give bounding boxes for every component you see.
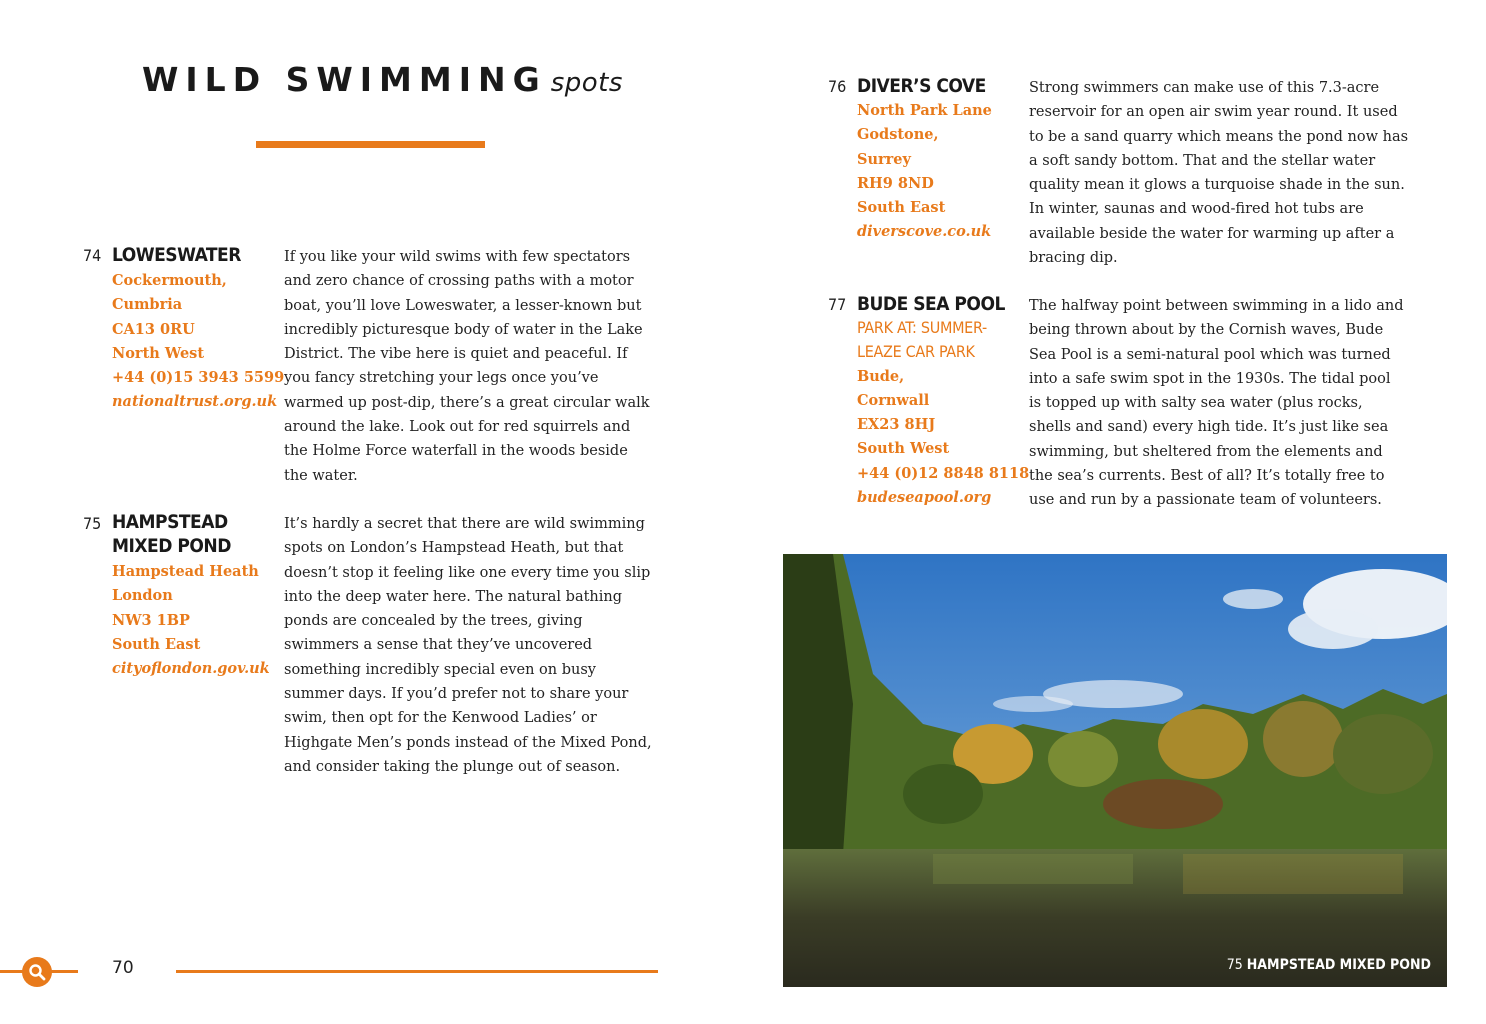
entry-name: BUDE SEA POOL: [857, 293, 1005, 315]
photo-caption: [1227, 957, 1431, 973]
address-line: South East: [112, 635, 201, 653]
entry-description: If you like your wild swims with few spectators and zero chance of crossing paths with a motor boat, you’ll love Loweswater, a lesser-known but incredibly picturesque body of water in the Lake District. The vibe here is quiet and peaceful. If you fancy stretching your legs once you’ve warmed up post-dip, there’s a great circular walk around the lake. Look out for red squirrels and the Holme Force waterfall in the woods beside the water.: [284, 249, 650, 484]
address-line: Bude,: [857, 367, 905, 385]
website-link[interactable]: nationaltrust.org.uk: [112, 393, 278, 411]
entry-number: 74: [83, 246, 102, 265]
address-line: Surrey: [857, 150, 911, 168]
parking-note: LEAZE CAR PARK: [857, 342, 975, 362]
address-line: CA13 0RU: [112, 320, 195, 338]
entry-number: 77: [828, 295, 847, 314]
page-subtitle: spots: [550, 68, 623, 98]
address-line: NW3 1BP: [112, 611, 190, 629]
entry-name: LOWESWATER: [112, 244, 241, 266]
entry-address: [112, 269, 284, 415]
entry-number: 75: [83, 514, 102, 533]
address-line: Cornwall: [857, 391, 930, 409]
address-line: EX23 8HJ: [857, 416, 936, 434]
entry-address: [112, 560, 270, 681]
entry-name: HAMPSTEAD MIXED POND: [112, 511, 231, 557]
page-heading: [142, 60, 623, 99]
phone-number: +44 (0)12 8848 8118: [857, 464, 1030, 482]
address-line: Cumbria: [112, 296, 183, 314]
entry-description: It’s hardly a secret that there are wild swimming spots on London’s Hampstead Heath, but that doesn’t stop it feeling like one every time you slip into the deep water here. The natural bathing ponds are concealed by the trees, giving swimmers a sense that they’ve uncovered something incredibly special even on busy summer days. If you’d prefer not to share your swim, then opt for the Kenwood Ladies’ or Highgate Men’s ponds instead of the Mixed Pond, and consider taking the plunge out of season.: [284, 516, 652, 775]
address-line: London: [112, 587, 173, 605]
entry-description: The halfway point between swimming in a lido and being thrown about by the Cornish waves, Bude Sea Pool is a semi-natural pool which was turned into a safe swim spot in the 1930s. The tidal pool is topped up with salty sea water (plus rocks, shells and sand) every high tide. It’s just like sea swimming, but sheltered from the elements and the sea’s currents. Best of all? It’s totally free to use and run by a passionate team of volunteers.: [1029, 298, 1404, 509]
phone-number: +44 (0)15 3943 5599: [112, 369, 285, 387]
address-line: North Park Lane: [857, 102, 992, 119]
page-title: WILD SWIMMING: [142, 60, 547, 99]
entry-name: DIVER’S COVE: [857, 75, 986, 97]
website-link[interactable]: cityoflondon.gov.uk: [112, 660, 270, 678]
address-line: Godstone,: [857, 126, 939, 144]
address-line: Cockermouth,: [112, 272, 227, 289]
footer-rule: [176, 970, 658, 973]
website-link[interactable]: diverscove.co.uk: [857, 223, 992, 241]
pond-illustration: [783, 554, 1447, 987]
address-line: North West: [112, 344, 205, 362]
title-underline: [256, 141, 485, 148]
entry-address: [857, 99, 992, 245]
address-line: South West: [857, 440, 950, 458]
parking-note: PARK AT: SUMMER-: [857, 318, 987, 337]
entry-number: 76: [828, 77, 847, 96]
pond-photo: [783, 554, 1447, 987]
caption-text: HAMPSTEAD MIXED POND: [1246, 957, 1431, 973]
address-line: RH9 8ND: [857, 174, 934, 192]
search-icon[interactable]: [22, 957, 52, 987]
page-number: 70: [112, 958, 134, 978]
caption-number: 75: [1226, 957, 1243, 973]
address-line: South East: [857, 199, 946, 217]
address-line: Hampstead Heath: [112, 563, 259, 580]
entry-description: Strong swimmers can make use of this 7.3-acre reservoir for an open air swim year round. It used to be a sand quarry which means the pond now has a soft sandy bottom. That and the stellar water quality mean it glows a turquoise shade in the sun. In winter, saunas and wood-fired hot tubs are available beside the water for warming up after a bracing dip.: [1029, 80, 1409, 267]
website-link[interactable]: budeseapool.org: [857, 489, 992, 507]
entry-address: [857, 316, 1029, 510]
